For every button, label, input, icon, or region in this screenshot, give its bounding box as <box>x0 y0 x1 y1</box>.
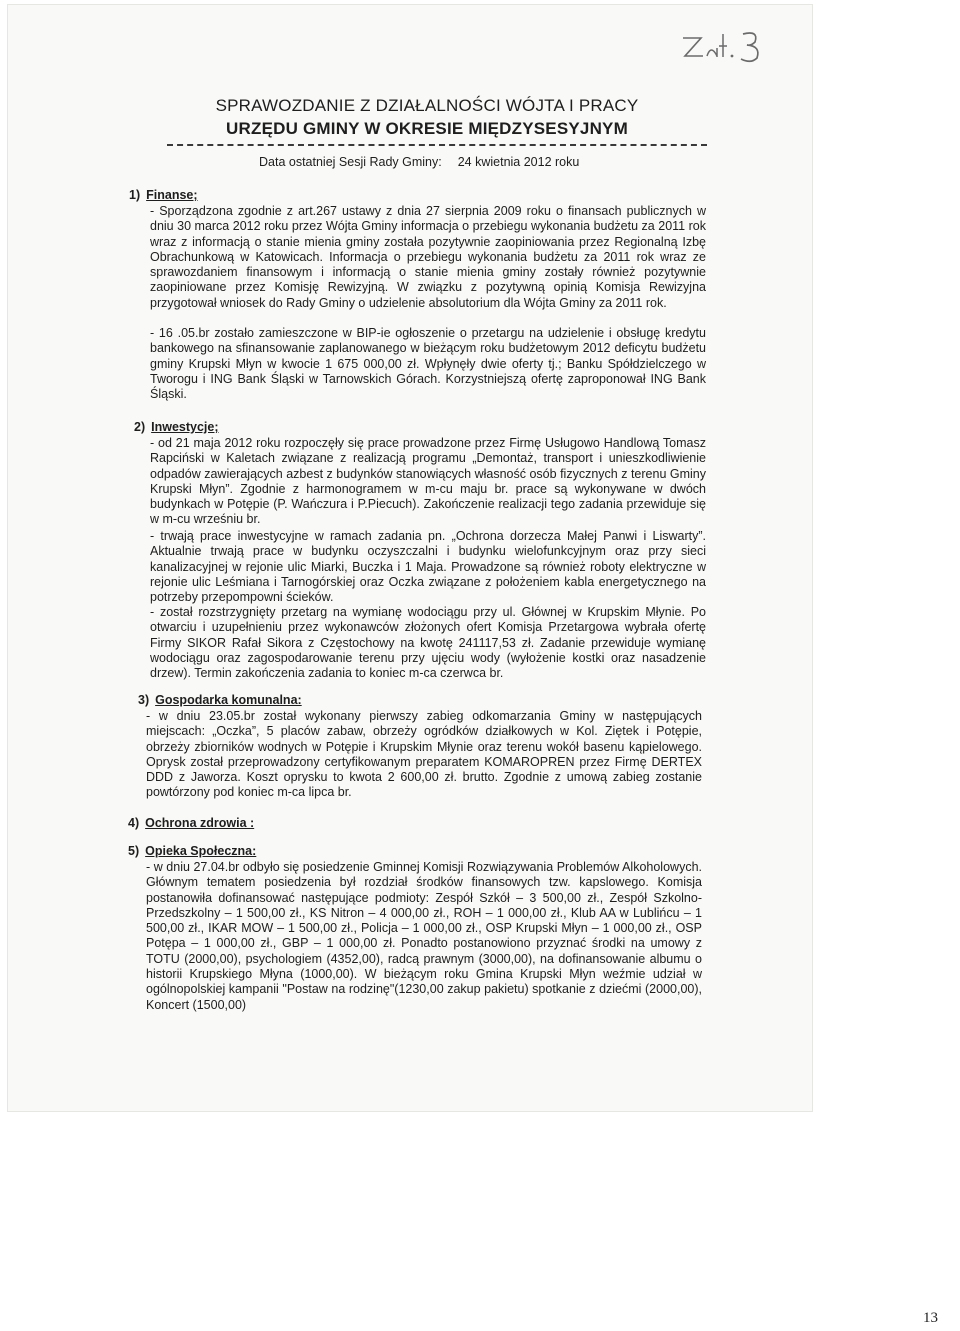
session-date-value: 24 kwietnia 2012 roku <box>457 155 580 169</box>
section-title: Opieka Społeczna: <box>145 844 257 858</box>
section-number: 5) <box>128 844 140 858</box>
session-date-line <box>259 155 579 169</box>
section-5-paragraph-1: - w dniu 27.04.br odbyło się posiedzenie Gminnej Komisji Rozwiązywania Problemów Alkoholowych. Głównym tematem posiedzenia był rozdział środków finansowych tzw. kapslowego. Komisja postanowiła dofinansować następujące podmioty: Zespół Szkół – 3 500,00 zł., Zespół Szkolno-Przedszkolny – 1 500,00 zł., KS Nitron – 4 000,00 zł., ROH – 1 000,00 zł., Klub AA w Lublińcu – 1 500,00 zł., IKAR MOW – 1 500,00 zł., Policja – 1 000,00 zł., OSP Krupski Młyn – 1 000,00 zł., OSP Potępa – 1 000,00 zł., GBP – 1 000,00 zł. Ponadto postanowiono przyznać środki na umowy z TOTU (2000,00), psychologiem (4352,00), radcą prawnym (3000,00), na dofinansowanie albumu o historii Krupskiego Młyna (1000,00). W bieżącym roku Gmina Krupski Młyn weźmie udział w ogólnopolskiej kampanii "Postaw na rodzinę"(1230,00 zakup pakietu) spotkanie z dziećmi (2000,00), Koncert (1500,00) <box>146 860 702 1012</box>
page-number: 13 <box>923 1310 938 1326</box>
section-heading-ochrona-zdrowia <box>128 816 254 830</box>
section-title: Finanse; <box>146 188 198 202</box>
section-1-paragraph-2: - 16 .05.br zostało zamieszczone w BIP-ie ogłoszenie o przetargu na udzielenie i obsługę kredytu bankowego na sfinansowanie zaplanowanego w bieżącym roku budżetowym 2012 deficytu budżetu gminy Krupski Młyn w kwocie 1 675 000,00 zł. Wpłynęły dwie oferty tj.; Banku Spółdzielczego w Tworogu i ING Bank Śląski w Tarnowskich Górach. Korzystniejszą ofertę zaproponował ING Bank Śląski. <box>150 326 706 402</box>
section-2-paragraph-3: - został rozstrzygnięty przetarg na wymianę wodociągu przy ul. Głównej w Krupskim Młynie. Po otwarciu i uzupełnieniu przez wykonawców złożonych ofert Komisja Przetargowa wybrała ofertę Firmy SIKOR Rafał Sikora z Częstochowy na kwotę 241117,53 zł. Zadanie przewiduje wymianę wodociągu oraz zagospodarowanie terenu przy ujęciu wody (wyłożenie kostki oraz nasadzenie drzew). Termin zakończenia zadania to koniec m-ca czerwca br. <box>150 605 706 681</box>
section-2-paragraph-1: - od 21 maja 2012 roku rozpoczęły się prace prowadzone przez Firmę Usługowo Handlową Tomasz Rapciński w Kaletach związane z realizacją programu „Demontaż, transport i unieszkodliwienie odpadów zawierających azbest z budynków stanowiących własność osób fizycznych z terenu Gminy Krupski Młyn”. Zgodnie z harmonogramem w m-cu maju br. prace są wykonywane w dwóch budynkach w Potępie (P. Wańczura i P.Piecuch). Zakończenie realizacji tego zadania przewiduje się w m-cu wrześniu br. <box>150 436 706 527</box>
report-title-line1: SPRAWOZDANIE Z DZIAŁALNOŚCI WÓJTA I PRACY <box>215 96 639 115</box>
section-1-paragraph-1: - Sporządzona zgodnie z art.267 ustawy z dnia 27 sierpnia 2009 roku o finansach publicznych w dniu 30 marca 2012 roku przez Wójta Gminy informacja o przebiegu wykonania budżetu za 2011 rok wraz z informacją o stanie mienia gminy została pozytywnie zaopiniowania przez Regionalną Izbę Obrachunkową w Katowicach. Informacja o przebiegu wykonania budżetu za 2011 rok wraz ze sprawozdaniem finansowym i informacją o stanie mienia gminy zostały również pozytywnie zaopiniowane przez Komisję Rewizyjną. W związku z pozytywną opinią Komisja Rewizyjna przygotował wniosek do Rady Gminy o udzielenie absolutorium dla Wójta Gminy za 2011 rok. <box>150 204 706 310</box>
section-number: 1) <box>129 188 141 202</box>
section-2-paragraph-2: - trwają prace inwestycyjne w ramach zadania pn. „Ochrona dorzecza Małej Panwi i Liswarty”. Aktualnie trwają prace w budynku oczyszczalni i budynku wielofunkcyjnym oraz przy sieci kanalizacyjnej w rejonie ulic Miarki, Buczka i 1 Maja. Prowadzone są również roboty elektryczne w rejonie ulic Leśmiana i Tarnogórskiej oraz Oczka związane z położeniem kabla energetycznego na potrzeby przepompowni ścieków. <box>150 529 706 605</box>
section-title: Inwestycje; <box>151 420 219 434</box>
section-title: Gospodarka komunalna: <box>155 693 302 707</box>
section-heading-opieka-spoleczna <box>128 844 256 858</box>
handwritten-annotation <box>677 26 777 66</box>
section-heading-gospodarka-komunalna <box>138 693 302 707</box>
scanned-page <box>7 4 813 1112</box>
section-number: 3) <box>138 693 150 707</box>
section-number: 2) <box>134 420 146 434</box>
section-3-paragraph-1: - w dniu 23.05.br został wykonany pierwszy zabieg odkomarzania Gminy w następujących miejscach: „Oczka”, 5 placów zabaw, obrzeży ogródków działkowych w Kol. Ziętek i Potępie, obrzeży zbiorników wodnych w Potępie i Krupskim Młynie oraz terenu wokół basenu kąpielowego. Oprysk został przeprowadzony certyfikowanym preparatem KOMAROPREN przez Firmę DERTEX DDD z Jaworza. Koszt oprysku to kwota 2 600,00 zł. brutto. Zgodnie z umową zabieg zostanie powtórzony pod koniec m-ca lipca br. <box>146 709 702 800</box>
section-heading-finanse <box>129 188 198 202</box>
dashed-divider <box>167 144 707 146</box>
session-date-label: Data ostatniej Sesji Rady Gminy: <box>259 155 442 169</box>
section-number: 4) <box>128 816 140 830</box>
section-heading-inwestycje <box>134 420 219 434</box>
report-title-line2: URZĘDU GMINY W OKRESIE MIĘDZYSESYJNYM <box>226 119 628 138</box>
section-title: Ochrona zdrowia : <box>145 816 255 830</box>
